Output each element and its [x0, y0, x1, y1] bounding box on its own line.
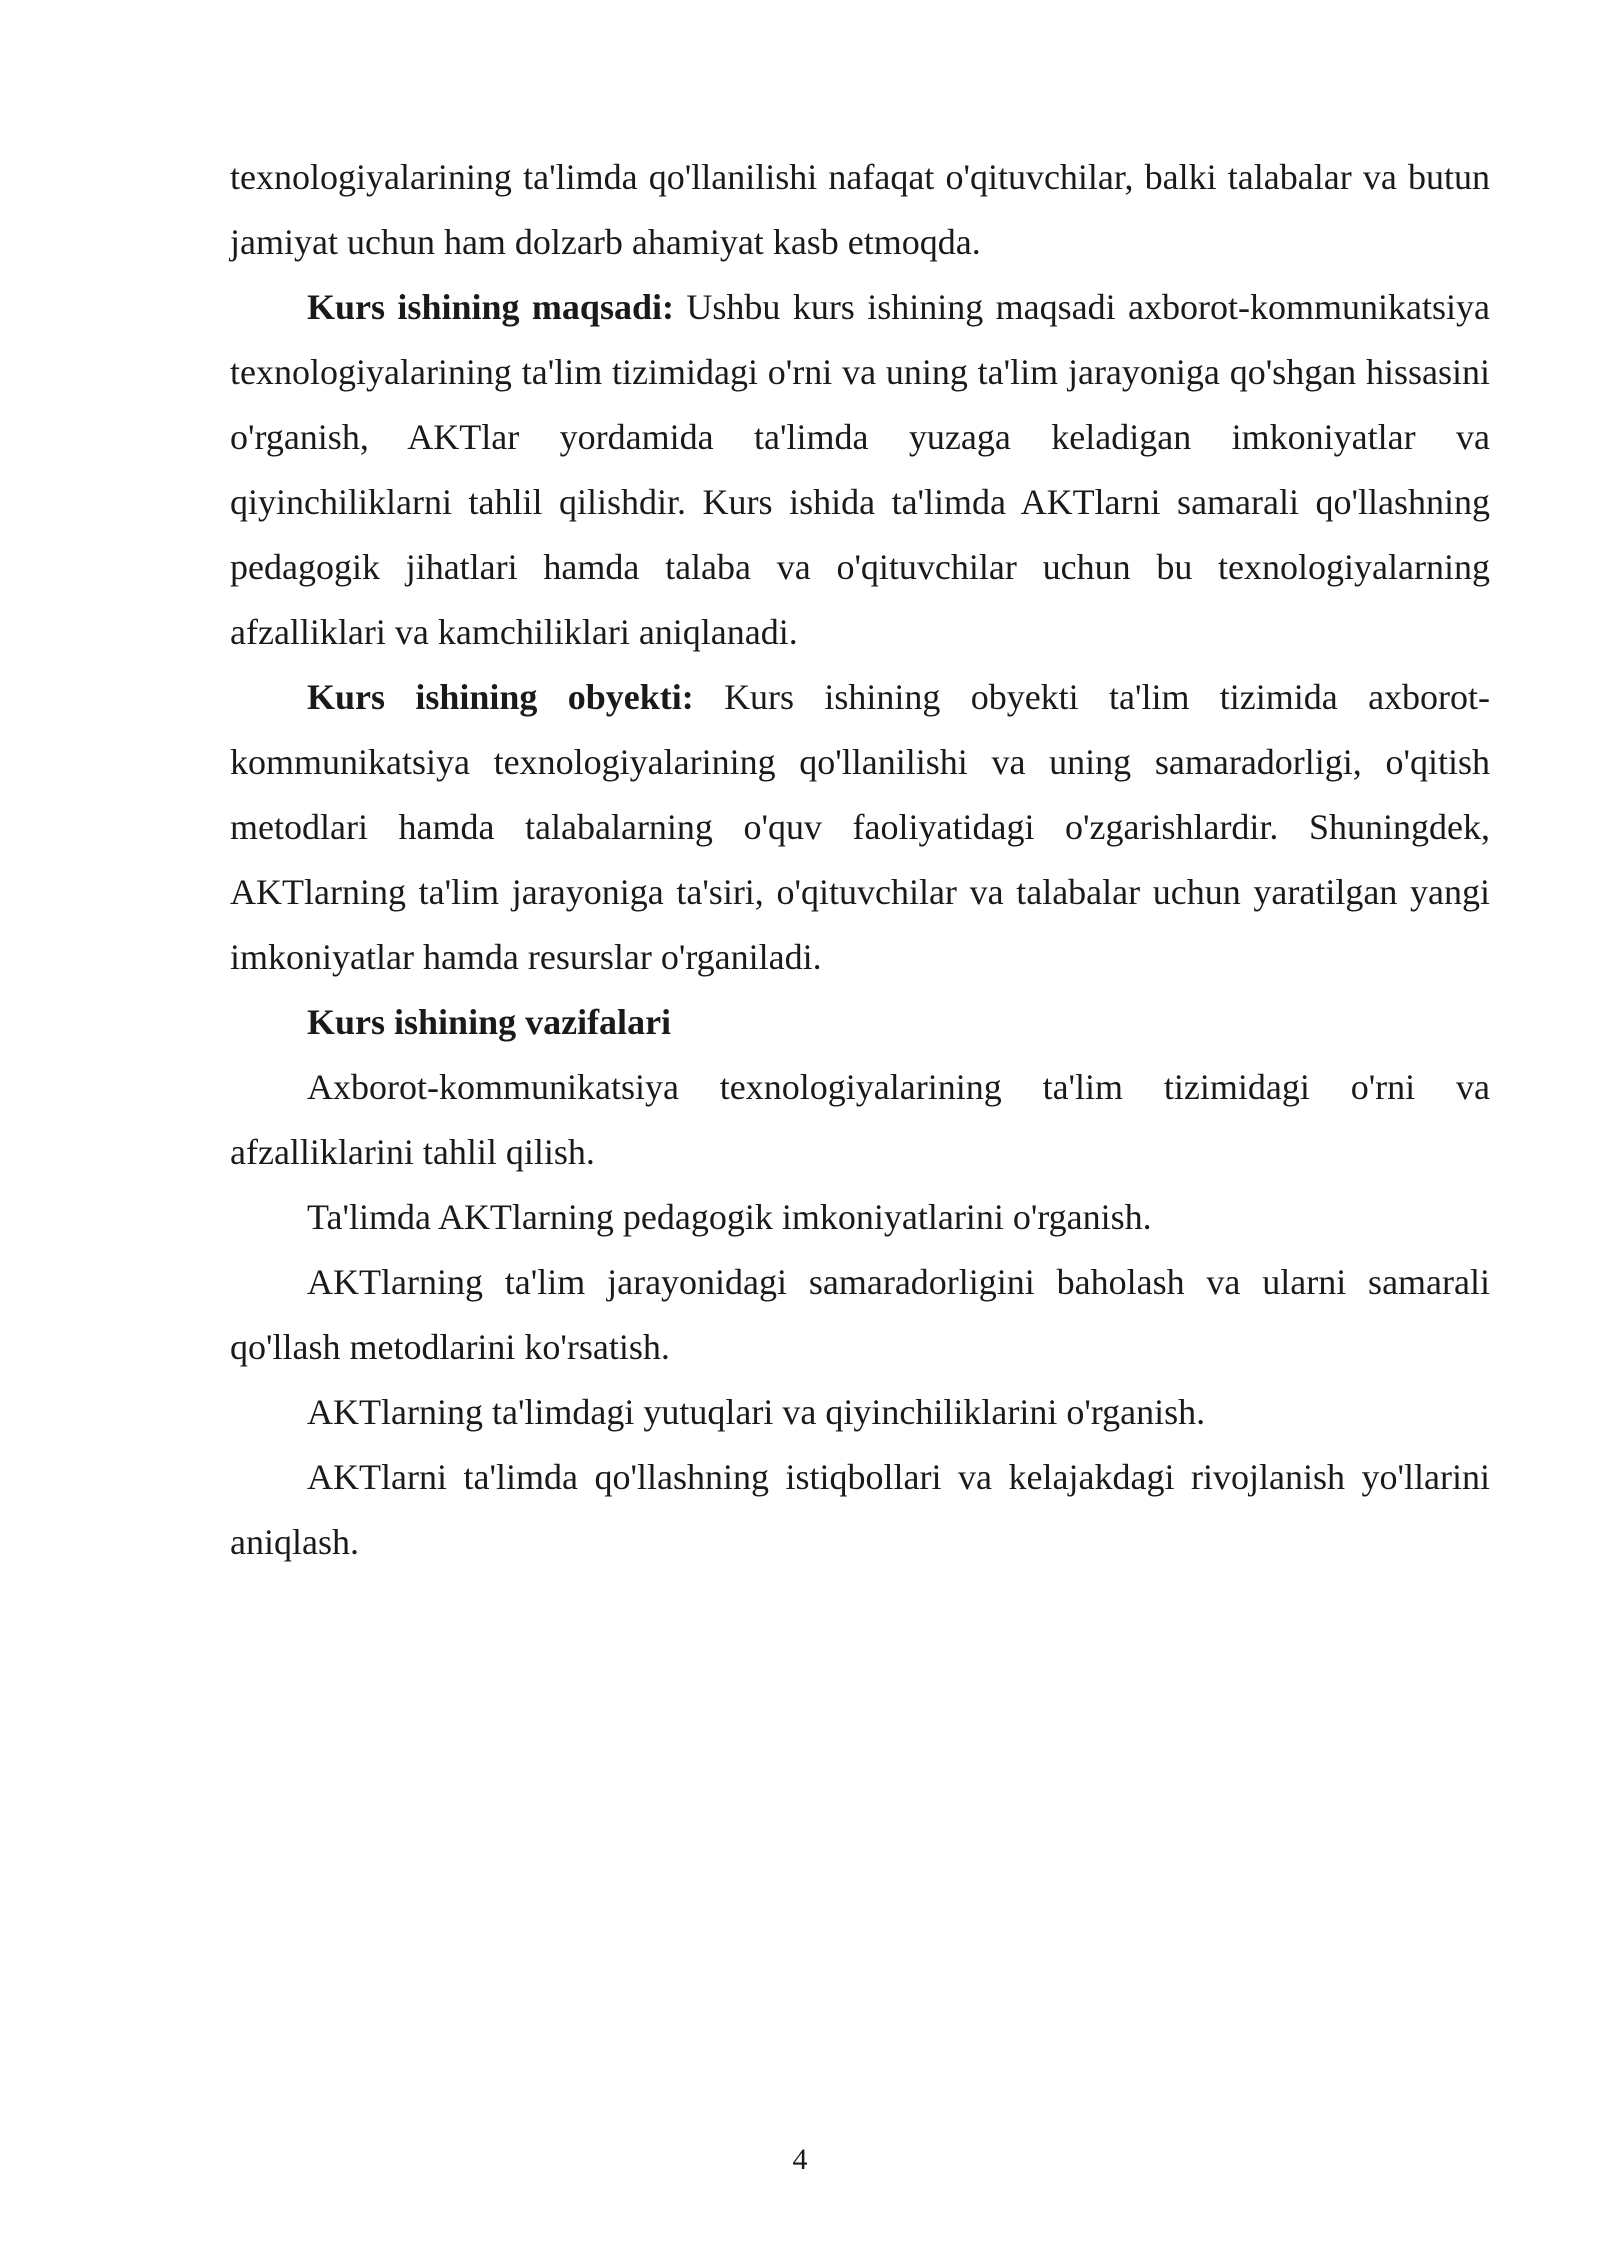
- task-item: Axborot-kommunikatsiya texnologiyalarining ta'lim tizimidagi o'rni va afzalliklarini tahlil qilish.: [230, 1067, 1490, 1172]
- goal-heading: Kurs ishining maqsadi:: [307, 287, 674, 327]
- object-heading: Kurs ishining obyekti:: [307, 677, 694, 717]
- task-item: AKTlarni ta'limda qo'llashning istiqbollari va kelajakdagi rivojlanish yo'llarini aniqlash.: [230, 1457, 1490, 1562]
- tasks-heading: Kurs ishining vazifalari: [307, 1002, 672, 1042]
- paragraph-object: [230, 665, 1490, 990]
- paragraph-intro-continuation: [230, 145, 1490, 275]
- task-item: Ta'limda AKTlarning pedagogik imkoniyatlarini o'rganish.: [307, 1197, 1152, 1237]
- task-item: AKTlarning ta'lim jarayonidagi samaradorligini baholash va ularni samarali qo'llash metodlarini ko'rsatish.: [230, 1262, 1490, 1367]
- task-item: AKTlarning ta'limdagi yutuqlari va qiyinchiliklarini o'rganish.: [307, 1392, 1206, 1432]
- page-number: 4: [792, 2143, 808, 2176]
- goal-text: Ushbu kurs ishining maqsadi axborot-kommunikatsiya texnologiyalarining ta'lim tizimidagi o'rni va uning ta'lim jarayoniga qo'shgan hissasini o'rganish, AKTlar yordamida ta'limda yuzaga keladigan imkoniyatlar va qiyinchiliklarni tahlil qilishdir. Kurs ishida ta'limda AKTlarni samarali qo'llashning pedagogik jihatlari hamda talaba va o'qituvchilar uchun bu texnologiyalarning afzalliklari va kamchiliklari aniqlanadi.: [230, 287, 1490, 652]
- object-text: Kurs ishining obyekti ta'lim tizimida axborot-kommunikatsiya texnologiyalarining qo'llanilishi va uning samaradorligi, o'qitish metodlari hamda talabalarning o'quv faoliyatidagi o'zgarishlardir. Shuningdek, AKTlarning ta'lim jarayoniga ta'siri, o'qituvchilar va talabalar uchun yaratilgan yangi imkoniyatlar hamda resurslar o'rganiladi.: [230, 677, 1491, 977]
- document-page: [230, 145, 1490, 1575]
- paragraph-goal: [230, 275, 1490, 665]
- paragraph-text: texnologiyalarining ta'limda qo'llanilishi nafaqat o'qituvchilar, balki talabalar va butun jamiyat uchun ham dolzarb ahamiyat kasb etmoqda.: [230, 157, 1490, 262]
